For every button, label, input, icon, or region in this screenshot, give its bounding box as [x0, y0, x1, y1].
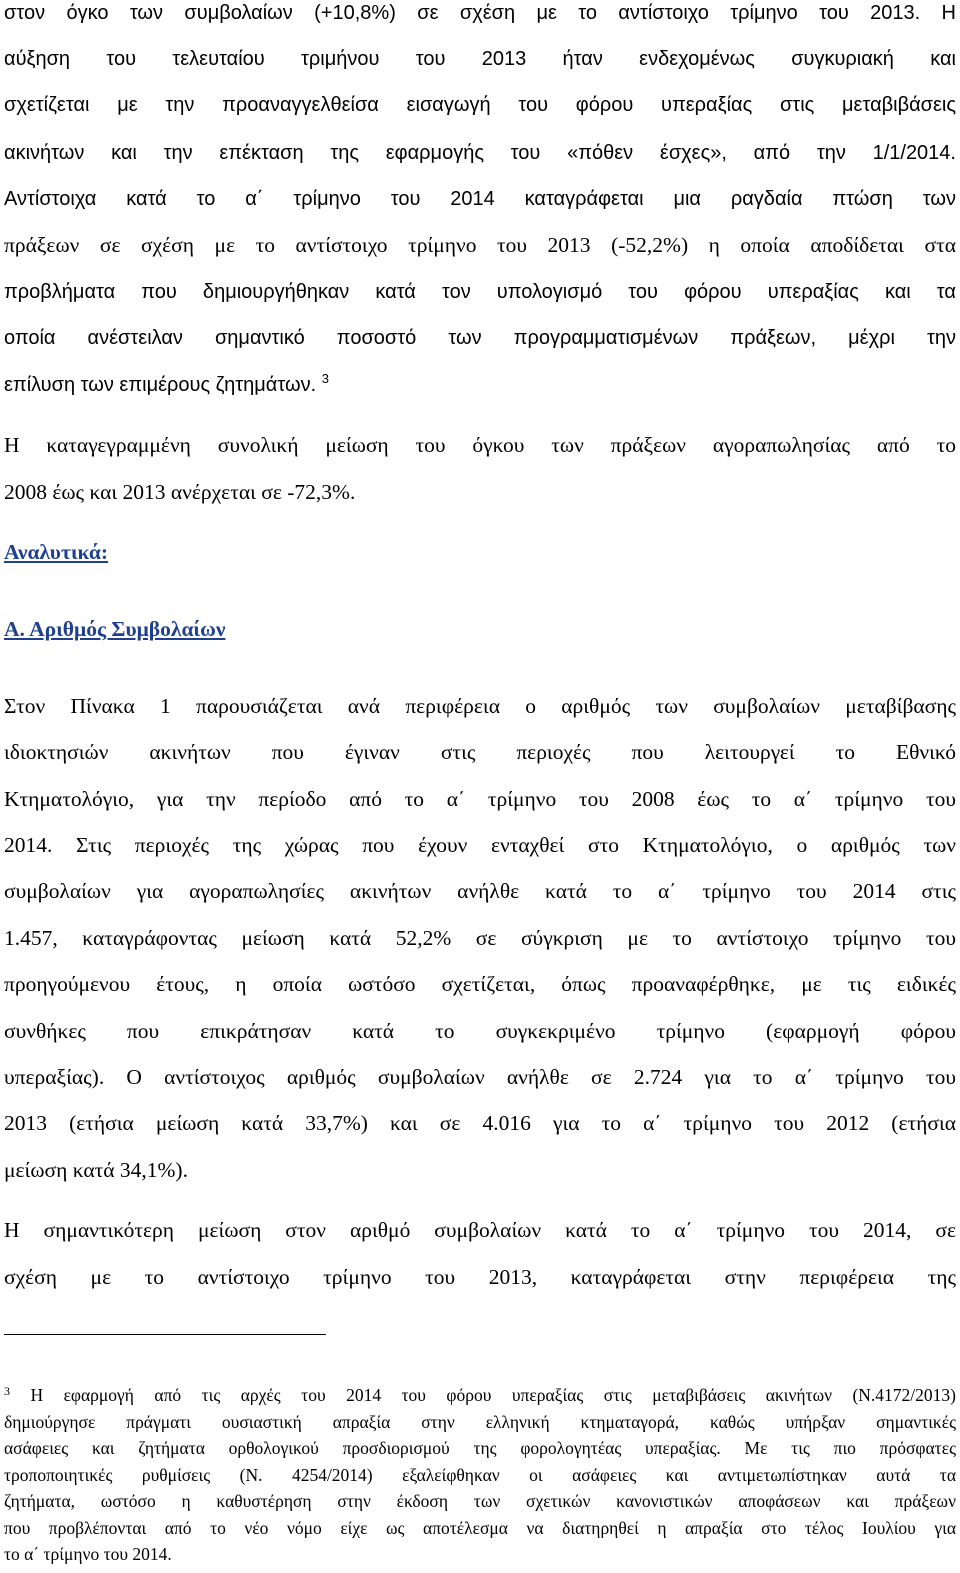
text-line: πράξεων σε σχέση με το αντίστοιχο τρίμηνο του 2013 (-52,2%) η οποία αποδίδεται στα — [4, 233, 956, 257]
text-line: Στον Πίνακα 1 παρουσιάζεται ανά περιφέρεια ο αριθμός των συμβολαίων μεταβίβασης — [4, 694, 956, 718]
text-line: Η σημαντικότερη μείωση στον αριθμό συμβολαίων κατά το α΄ τρίμηνο του 2014, σε — [4, 1218, 956, 1242]
text-line: οποία ανέστειλαν σημαντικό ποσοστό των προγραμματισμένων πράξεων, μέχρι την — [4, 327, 956, 349]
text-line-content: επίλυση των επιμέρους ζητημάτων. — [4, 374, 317, 396]
footnote-line: δημιούργησε πράγματι ουσιαστική απραξία στην ελληνική κτηματαγορά, καθώς υπήρξαν σημαντικές — [4, 1412, 956, 1432]
text-line: προηγούμενου έτους, η οποία ωστόσο σχετίζεται, όπως προαναφέρθηκε, με τις ειδικές — [4, 972, 956, 996]
text-line: συνθήκες που επικράτησαν κατά το συγκεκριμένο τρίμηνο (εφαρμογή φόρου — [4, 1019, 956, 1043]
section-a-heading: Α. Αριθμός Συμβολαίων — [4, 617, 226, 641]
footnote-line — [4, 1384, 956, 1406]
footnote-reference[interactable]: 3 — [321, 371, 329, 386]
analytics-heading: Αναλυτικά: — [4, 540, 109, 564]
text-line: αύξηση του τελευταίου τριμήνου του 2013 ήταν ενδεχομένως συγκυριακή και — [4, 48, 956, 70]
footnote-line: που προβλέπονται από το νέο νόμο είχε ως αποτέλεσμα να διατηρηθεί η απραξία στο τέλος Ιουλίου για — [4, 1518, 956, 1538]
text-line: προβλήματα που δημιουργήθηκαν κατά τον υπολογισμό του φόρου υπεραξίας και τα — [4, 281, 956, 303]
text-line: στον όγκο των συμβολαίων (+10,8%) σε σχέση με το αντίστοιχο τρίμηνο του 2013. Η — [4, 2, 956, 24]
text-line — [4, 372, 956, 398]
footnote-line: τροποποιητικές ρυθμίσεις (Ν. 4254/2014) εξαλείφθηκαν οι ασάφειες και αντιμετωπίστηκαν αυτά τα — [4, 1465, 956, 1485]
footnote-line: ζητήματα, ωστόσο η καθυστέρηση στην έκδοση των σχετικών κανονιστικών αποφάσεων και πράξεων — [4, 1491, 956, 1511]
text-line: 1.457, καταγράφοντας μείωση κατά 52,2% σε σύγκριση με το αντίστοιχο τρίμηνο του — [4, 926, 956, 950]
footnote-line: το α΄ τρίμηνο του 2014. — [4, 1544, 172, 1564]
footnote-line: ασάφειες και ζητήματα ορθολογικού προσδιορισμού της φορολογητέας υπεραξίας. Με τις πιο πρόσφατες — [4, 1438, 956, 1458]
text-line: σχετίζεται με την προαναγγελθείσα εισαγωγή του φόρου υπεραξίας στις μεταβιβάσεις — [4, 94, 956, 116]
footnote-text: Η εφαρμογή από τις αρχές του 2014 του φόρου υπεραξίας στις μεταβιβάσεις ακινήτων (Ν.4172/2013) — [30, 1385, 956, 1405]
text-line: μείωση κατά 34,1%). — [4, 1158, 188, 1182]
text-line: σχέση με το αντίστοιχο τρίμηνο του 2013, καταγράφεται στην περιφέρεια της — [4, 1265, 956, 1289]
footnote-separator — [4, 1334, 326, 1335]
text-line: ακινήτων και την επέκταση της εφαρμογής του «πόθεν έσχες», από την 1/1/2014. — [4, 142, 956, 164]
text-line: συμβολαίων για αγοραπωλησίες ακινήτων ανήλθε κατά το α΄ τρίμηνο του 2014 στις — [4, 879, 956, 903]
text-line: Η καταγεγραμμένη συνολική μείωση του όγκου των πράξεων αγοραπωλησίας από το — [4, 433, 956, 457]
text-line: 2008 έως και 2013 ανέρχεται σε -72,3%. — [4, 480, 356, 504]
text-line: Κτηματολόγιο, για την περίοδο από το α΄ τρίμηνο του 2008 έως το α΄ τρίμηνο του — [4, 787, 956, 811]
text-line: υπεραξίας). Ο αντίστοιχος αριθμός συμβολαίων ανήλθε σε 2.724 για το α΄ τρίμηνο του — [4, 1065, 956, 1089]
footnote-number: 3 — [4, 1384, 10, 1398]
text-line: Αντίστοιχα κατά το α΄ τρίμηνο του 2014 καταγράφεται μια ραγδαία πτώση των — [4, 188, 956, 210]
text-line: 2014. Στις περιοχές της χώρας που έχουν ενταχθεί στο Κτηματολόγιο, ο αριθμός των — [4, 833, 956, 857]
text-line: ιδιοκτησιών ακινήτων που έγιναν στις περιοχές που λειτουργεί το Εθνικό — [4, 740, 956, 764]
text-line: 2013 (ετήσια μείωση κατά 33,7%) και σε 4.016 για το α΄ τρίμηνο του 2012 (ετήσια — [4, 1111, 956, 1135]
